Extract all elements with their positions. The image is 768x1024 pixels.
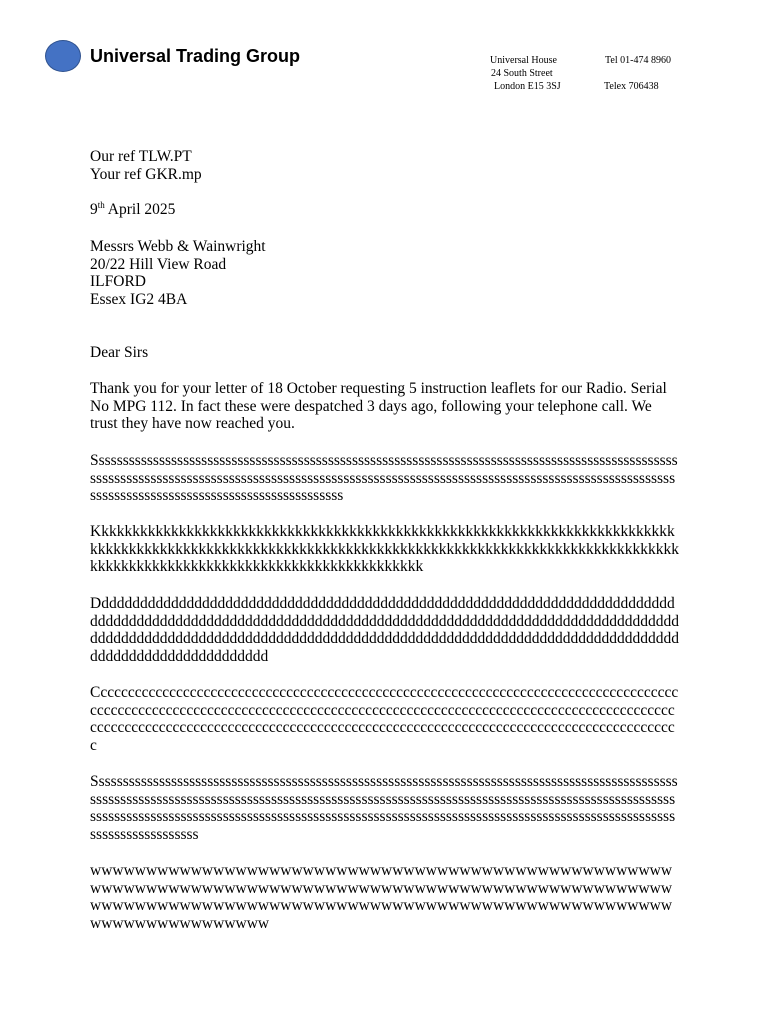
recipient-line: Messrs Webb & Wainwright	[90, 238, 266, 255]
date-suffix: th	[97, 199, 105, 210]
company-logo-icon	[45, 40, 81, 72]
letter-paragraph	[90, 862, 680, 932]
sender-address	[490, 54, 561, 93]
our-ref: Our ref TLW.PT	[90, 148, 192, 165]
letter-paragraph	[90, 523, 680, 576]
date-rest: April 2025	[104, 201, 176, 218]
address-line: London E15 3SJ	[494, 81, 561, 92]
company-name: Universal Trading Group	[90, 46, 301, 66]
paragraph-text: wwwwwwwwwwwwwwwwwwwwwwwwwwwwwwwwwwwwwwwwwwwwwwwwwwwwwwwwwwwwwwwwwwwwwwwwwwwwwwwwwwwwwwwwwwwwwwwwwwwwwwwwwwwwwwwwwwwwwwwwwwwwwwwwwwwwwwwwwwwwwwwwwwwwwwwwwwwwwwwwwwwwwwwwwwww	[90, 862, 673, 932]
paragraph-text: Dddddddddddddddddddddddddddddddddddddddddddddddddddddddddddddddddddddddddddddddddddddddddddddddddddddddddddddddddddddddddddddddddddddddddddddddddddddddddddddddddddddddddddddddddddddddddddddddddddddddddddddddddddddddddddddddddddddddddddddddddddddddddd	[90, 595, 679, 665]
paragraph-text: Ssssssssssssssssssssssssssssssssssssssssssssssssssssssssssssssssssssssssssssssssssssssssssssssssssssssssssssssssssssssssssssssssssssssssssssssssssssssssssssssssssssssssssssssssssssssssssssssssssssssssssssssssssssssssssssssssssssssssssss	[90, 452, 678, 505]
your-ref: Your ref GKR.mp	[90, 165, 202, 183]
address-line: Universal House	[490, 55, 557, 66]
letter-paragraph	[90, 595, 680, 665]
letter-paragraph	[90, 380, 680, 433]
paragraph-text: Kkkkkkkkkkkkkkkkkkkkkkkkkkkkkkkkkkkkkkkkkkkkkkkkkkkkkkkkkkkkkkkkkkkkkkkkkkkkkkkkkkkkkkkkkkkkkkkkkkkkkkkkkkkkkkkkkkkkkkkkkkkkkkkkkkkkkkkkkkkkkkkkkkkkkkkkkkkkkkkkkkkkkkkkkkkkkkkkkkkkkkkkkkkkkkkkkk	[90, 523, 679, 576]
recipient-line: 20/22 Hill View Road	[90, 255, 227, 273]
paragraph-text: Sssssssssssssssssssssssssssssssssssssssssssssssssssssssssssssssssssssssssssssssssssssssssssssssssssssssssssssssssssssssssssssssssssssssssssssssssssssssssssssssssssssssssssssssssssssssssssssssssssssssssssssssssssssssssssssssssssssssssssssssssssssssssssssssssssssssssssssssssssssssssssssssssssssssssssssssssssss	[90, 773, 678, 843]
letter-paragraph	[90, 452, 680, 505]
letter-paragraph	[90, 684, 680, 754]
sender-telex: Telex 706438	[604, 81, 659, 92]
address-line: 24 South Street	[491, 68, 553, 79]
recipient-line: Essex IG2 4BA	[90, 290, 188, 308]
salutation: Dear Sirs	[90, 344, 149, 361]
letter-date	[90, 201, 680, 219]
paragraph-text: Thank you for your letter of 18 October requesting 5 instruction leaflets for our Radio. Serial No MPG 112. In fact these were despatched 3 days ago, following your telephone call. We trust they have now reached you.	[90, 380, 667, 433]
recipient-line: ILFORD	[90, 273, 146, 291]
paragraph-text: Cccccccccccccccccccccccccccccccccccccccccccccccccccccccccccccccccccccccccccccccccccccccccccccccccccccccccccccccccccccccccccccccccccccccccccccccccccccccccccccccccccccccccccccccccccccccccccccccccccccccccccccccccccccccccccccccccccccccccccccccccccccccccccccccc	[90, 684, 679, 754]
recipient-address	[90, 238, 680, 308]
sender-tel: Tel 01-474 8960	[605, 55, 671, 66]
date-day: 9	[90, 201, 98, 218]
letter-paragraph	[90, 773, 680, 843]
references	[90, 148, 680, 183]
